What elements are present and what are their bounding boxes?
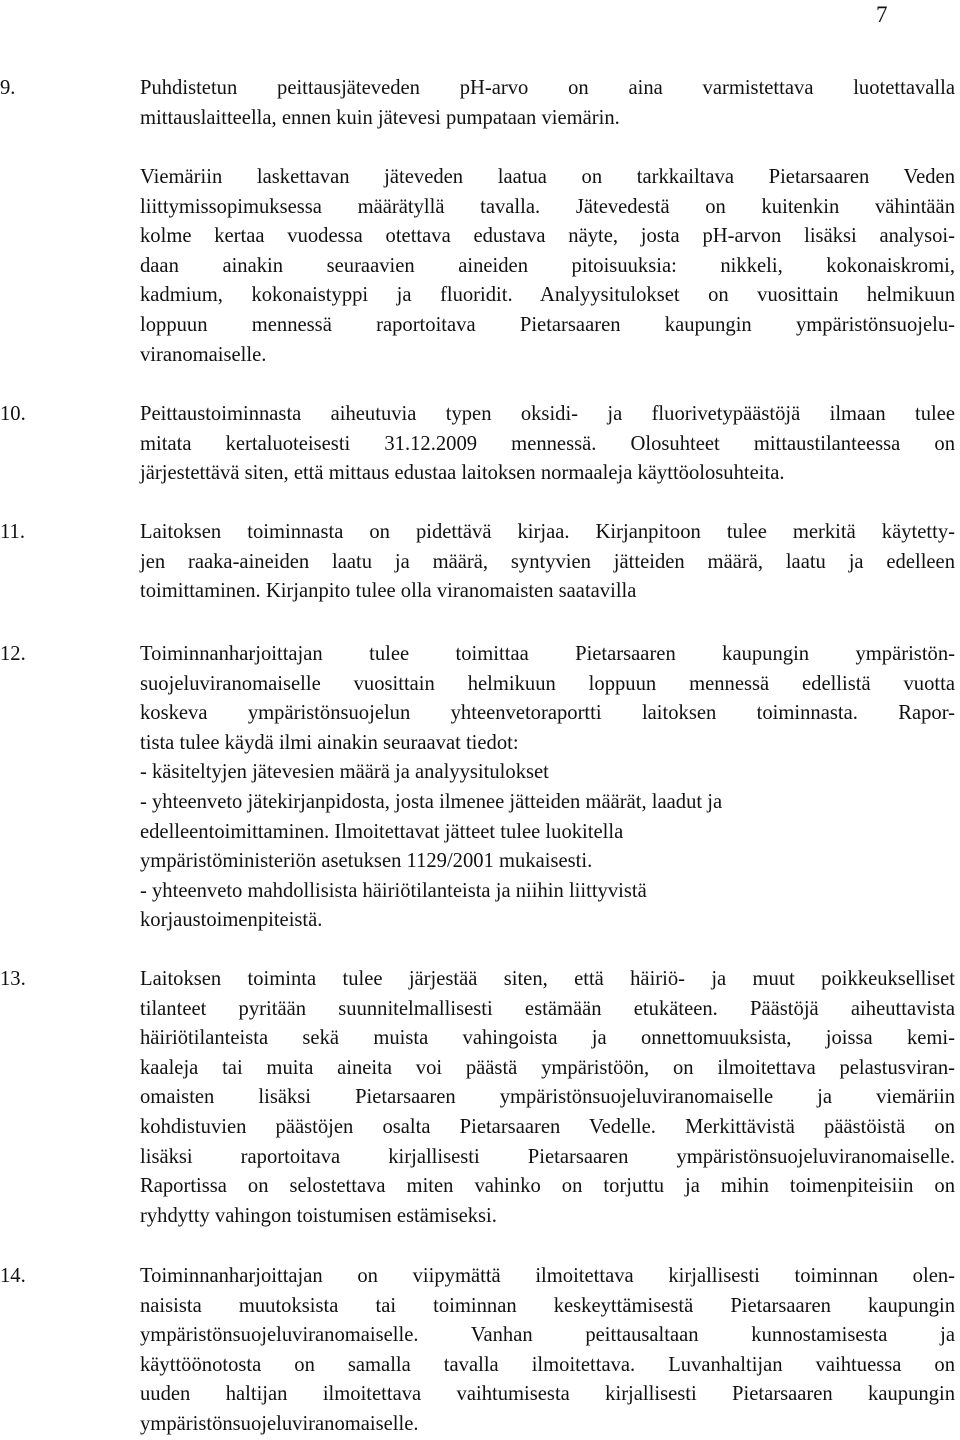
text-line: Toiminnanharjoittajan tulee toimittaa Pietarsaaren kaupungin ympäristön-: [140, 643, 955, 665]
text-line: mittauslaitteella, ennen kuin jätevesi pumpataan viemärin.: [140, 106, 620, 129]
paragraph: [140, 163, 955, 370]
text-line: ympäristönsuojeluviranomaiselle.: [140, 1412, 419, 1435]
paragraph: [140, 518, 955, 607]
text-line: - yhteenveto mahdollisista häiriötilanteista ja niihin liittyvistä: [140, 879, 647, 902]
text-line: toimittaminen. Kirjanpito tulee olla viranomaisten saatavilla: [140, 580, 637, 603]
text-line: - käsiteltyjen jätevesien määrä ja analyysitulokset: [140, 761, 549, 784]
text-line: Laitoksen toiminnasta on pidettävä kirjaa. Kirjanpitoon tulee merkitä käytetty-: [140, 521, 955, 543]
text-line: viranomaiselle.: [140, 343, 267, 366]
text-line: mitata kertaluoteisesti 31.12.2009 mennessä. Olosuhteet mittaustilanteessa on: [140, 432, 955, 455]
text-line: Raportissa on selostettava miten vahinko on torjuttu ja mihin toimenpiteisiin on: [140, 1175, 955, 1198]
text-line: kadmium, kokonaistyppi ja fluoridit. Analyysitulokset on vuosittain helmikuun: [140, 284, 955, 307]
paragraph: [140, 400, 955, 489]
text-line: uuden haltijan ilmoitettava vaihtumisesta kirjallisesti Pietarsaaren kaupungin: [140, 1383, 955, 1406]
paragraph: [140, 74, 955, 133]
item-number: 11.: [0, 521, 25, 543]
text-line: ympäristöministeriön asetuksen 1129/2001 mukaisesti.: [140, 850, 593, 873]
text-line: Laitoksen toiminta tulee järjestää siten, että häiriö- ja muut poikkeukselliset: [140, 968, 955, 990]
text-line: naisista muutoksista tai toiminnan keskeyttämisestä Pietarsaaren kaupungin: [140, 1294, 955, 1317]
text-line: kaaleja tai muita aineita voi päästä ympäristöön, on ilmoitettava pelastusviran-: [140, 1056, 955, 1079]
paragraph: [140, 1262, 955, 1440]
text-line: jen raaka-aineiden laatu ja määrä, syntyvien jätteiden määrä, laatu ja edelleen: [140, 550, 955, 573]
paragraph: [140, 965, 955, 1231]
item-number: 10.: [0, 403, 26, 425]
text-line: ympäristönsuojeluviranomaiselle. Vanhan peittausaltaan kunnostamisesta ja: [140, 1324, 955, 1347]
item-number: 9.: [0, 77, 16, 99]
paragraph: [140, 640, 955, 936]
text-line: edelleentoimittaminen. Ilmoitettavat jätteet tulee luokitella: [140, 820, 624, 843]
text-line: koskeva ympäristönsuojelun yhteenvetoraportti laitoksen toiminnasta. Rapor-: [140, 702, 955, 725]
text-line: loppuun mennessä raportoitava Pietarsaaren kaupungin ympäristönsuojelu-: [140, 313, 955, 336]
text-line: kolme kertaa vuodessa otettava edustava näyte, josta pH-arvon lisäksi analysoi-: [140, 225, 955, 248]
text-line: lisäksi raportoitava kirjallisesti Pietarsaaren ympäristönsuojeluviranomaiselle.: [140, 1145, 955, 1168]
text-line: omaisten lisäksi Pietarsaaren ympäristönsuojeluviranomaiselle ja viemäriin: [140, 1086, 955, 1109]
text-line: häiriötilanteista sekä muista vahingoista ja onnettomuuksista, joissa kemi-: [140, 1027, 955, 1050]
item-number: 13.: [0, 968, 26, 990]
text-line: järjestettävä siten, että mittaus edustaa laitoksen normaaleja käyttöolosuhteita.: [140, 462, 785, 485]
text-line: daan ainakin seuraavien aineiden pitoisuuksia: nikkeli, kokonaiskromi,: [140, 254, 955, 277]
text-line: tista tulee käydä ilmi ainakin seuraavat tiedot:: [140, 731, 519, 754]
text-line: kohdistuvien päästöjen osalta Pietarsaaren Vedelle. Merkittävistä päästöistä on: [140, 1115, 955, 1138]
text-line: suojeluviranomaiselle vuosittain helmikuun loppuun mennessä edellistä vuotta: [140, 672, 955, 695]
text-line: ryhdytty vahingon toistumisen estämiseksi.: [140, 1204, 497, 1227]
text-line: korjaustoimenpiteistä.: [140, 909, 323, 932]
text-line: Viemäriin laskettavan jäteveden laatua on tarkkailtava Pietarsaaren Veden: [140, 166, 955, 188]
text-line: - yhteenveto jätekirjanpidosta, josta ilmenee jätteiden määrät, laadut ja: [140, 790, 723, 813]
text-line: Toiminnanharjoittajan on viipymättä ilmoitettava kirjallisesti toiminnan olen-: [140, 1265, 955, 1287]
item-number: 12.: [0, 643, 26, 665]
item-number: 14.: [0, 1265, 26, 1287]
page-number: 7: [876, 2, 888, 27]
text-line: käyttöönotosta on samalla tavalla ilmoitettava. Luvanhaltijan vaihtuessa on: [140, 1353, 955, 1376]
text-line: liittymissopimuksessa määrätyllä tavalla. Jätevedestä on kuitenkin vähintään: [140, 195, 955, 218]
text-line: Puhdistetun peittausjäteveden pH-arvo on aina varmistettava luotettavalla: [140, 77, 955, 99]
text-line: Peittaustoiminnasta aiheutuvia typen oksidi- ja fluorivetypäästöjä ilmaan tulee: [140, 403, 955, 425]
text-line: tilanteet pyritään suunnitelmallisesti estämään etukäteen. Päästöjä aiheuttavista: [140, 997, 955, 1020]
